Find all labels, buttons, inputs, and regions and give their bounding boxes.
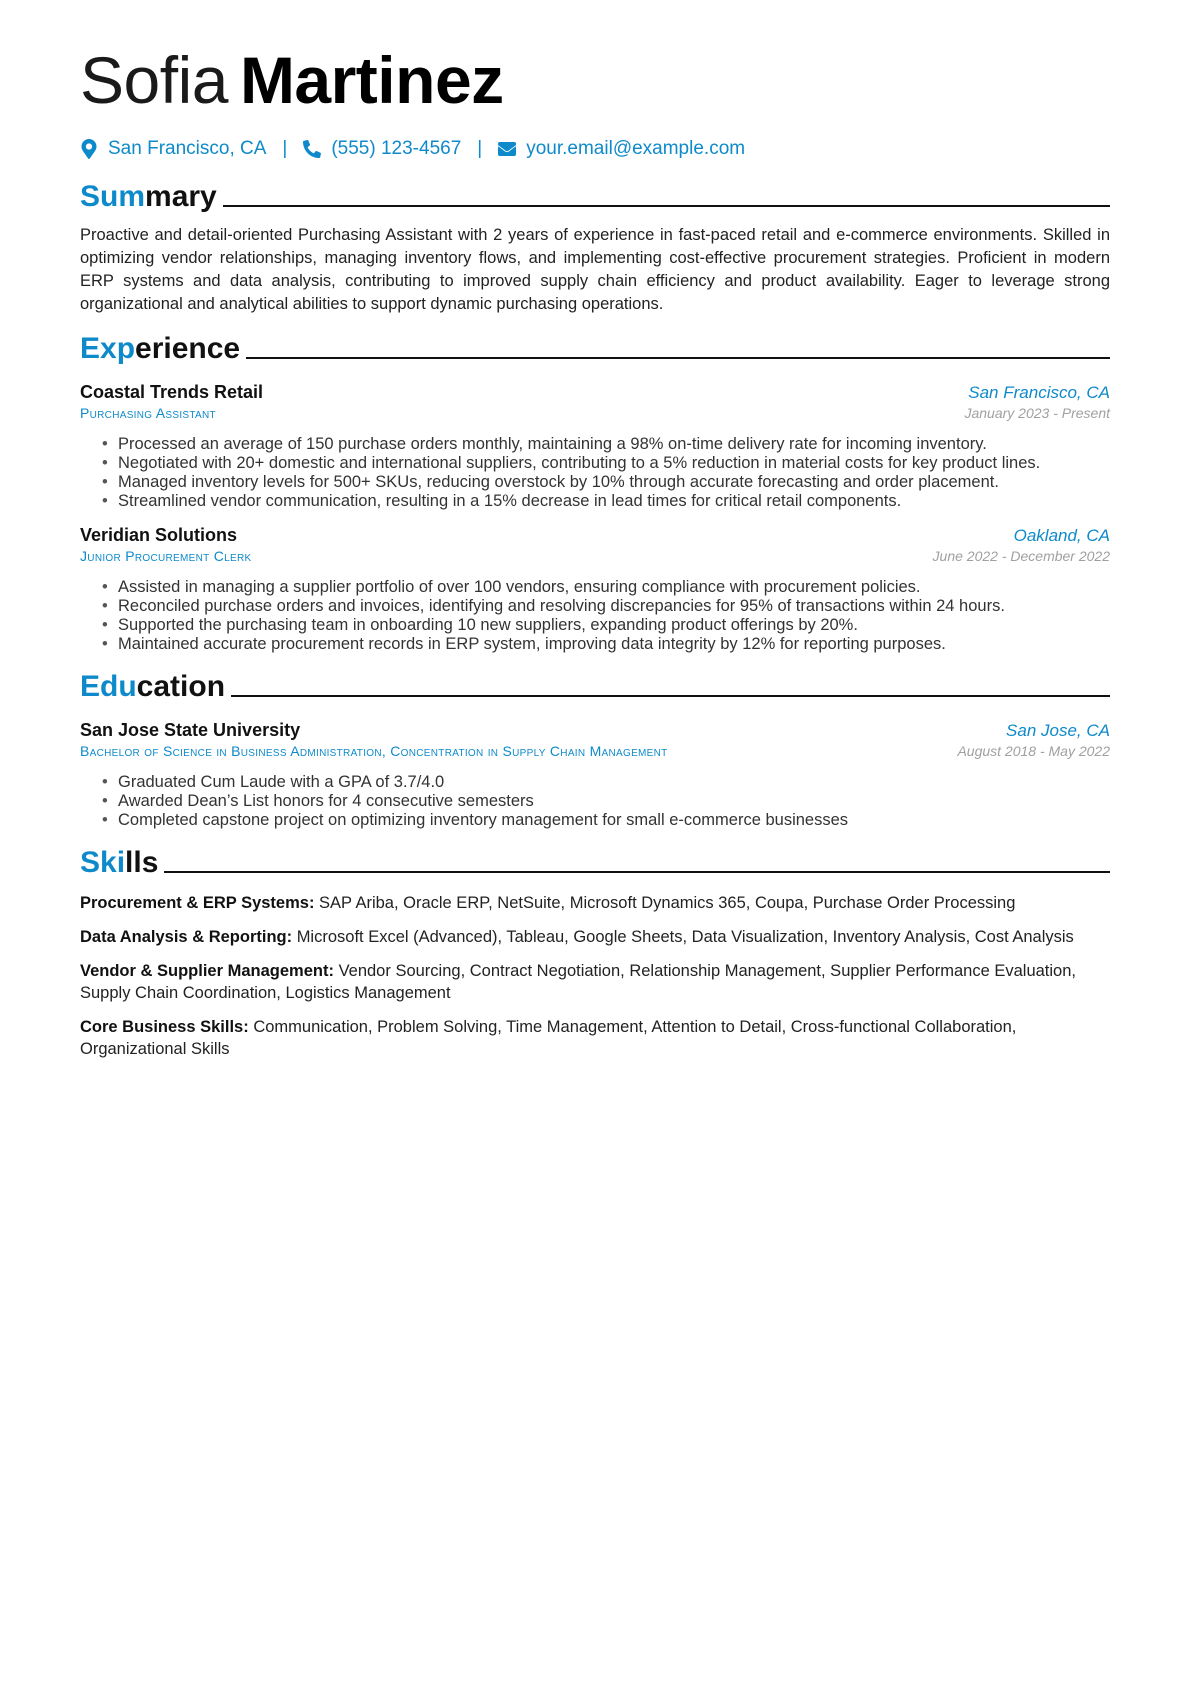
bullet-item: • Streamlined vendor communication, resulting in a 15% decrease in lead times for critical retail components. (102, 492, 1110, 511)
job-title: Junior Procurement Clerk (80, 548, 252, 564)
email-link[interactable]: your.email@example.com (526, 138, 746, 159)
experience-heading-accent: Exp (80, 332, 136, 365)
education-heading-accent: Edu (80, 670, 137, 703)
first-name: Sofia (80, 43, 228, 117)
skills-heading-accent: Ski (80, 846, 126, 879)
experience-heading (80, 330, 1110, 368)
skill-group (80, 1016, 1110, 1060)
bullet-item: • Completed capstone project on optimizing inventory management for small e-commerce businesses (102, 811, 1110, 830)
bullet-item: • Negotiated with 20+ domestic and international suppliers, contributing to a 5% reduction in material costs for key product lines. (102, 454, 1110, 473)
skills-heading-rest: lls (125, 846, 159, 879)
contact-separator: | (477, 138, 483, 159)
job-dates: January 2023 - Present (964, 405, 1110, 421)
section-divider (231, 695, 1110, 697)
job-bullets (80, 435, 1110, 511)
location-text: San Francisco, CA (108, 138, 267, 159)
education-heading-rest: cation (136, 670, 226, 703)
contact-bar (80, 134, 1110, 164)
bullet-item: • Managed inventory levels for 500+ SKUs, reducing overstock by 10% through accurate forecasting and order placement. (102, 473, 1110, 492)
degree-title: Bachelor of Science in Business Administration, Concentration in Supply Chain Management (80, 743, 668, 759)
skills-list (80, 892, 1110, 1060)
education-entry (80, 720, 1110, 830)
bullet-item: • Awarded Dean’s List honors for 4 consecutive semesters (102, 792, 1110, 811)
skill-group-label: Core Business Skills: (80, 1018, 249, 1036)
section-divider (164, 871, 1110, 873)
section-divider (246, 357, 1110, 359)
skills-heading (80, 844, 1110, 882)
summary-heading-rest: mary (145, 180, 217, 213)
skill-group (80, 892, 1110, 914)
skill-group-label: Data Analysis & Reporting: (80, 928, 293, 946)
contact-email[interactable] (498, 138, 745, 160)
summary-heading (80, 178, 1110, 216)
skill-group-items: Microsoft Excel (Advanced), Tableau, Google Sheets, Data Visualization, Inventory Analysis, Cost Analysis (296, 928, 1074, 946)
contact-phone[interactable] (303, 138, 461, 160)
contact-location (80, 138, 266, 160)
bullet-item: • Assisted in managing a supplier portfolio of over 100 vendors, ensuring compliance with procurement policies. (102, 578, 1110, 597)
job-title: Purchasing Assistant (80, 405, 216, 421)
skill-group-items: Communication, Problem Solving, Time Management, Attention to Detail, Cross-functional Collaboration, Organizational Skills (80, 1018, 1017, 1058)
bullet-item: • Graduated Cum Laude with a GPA of 3.7/4.0 (102, 773, 1110, 792)
candidate-name (80, 0, 1110, 122)
bullet-item: • Processed an average of 150 purchase orders monthly, maintaining a 98% on-time delivery rate for incoming inventory. (102, 435, 1110, 454)
school-location: San Jose, CA (1006, 721, 1110, 740)
summary-heading-accent: Sum (80, 180, 146, 213)
skill-group (80, 926, 1110, 948)
education-heading (80, 668, 1110, 706)
job-location: San Francisco, CA (968, 383, 1110, 402)
school-name: San Jose State University (80, 720, 301, 740)
experience-heading-rest: erience (135, 332, 241, 365)
company-name: Coastal Trends Retail (80, 382, 264, 402)
job-entry (80, 525, 1110, 654)
skill-group (80, 960, 1110, 1004)
education-dates: August 2018 - May 2022 (957, 743, 1110, 759)
job-dates: June 2022 - December 2022 (932, 548, 1110, 564)
job-location: Oakland, CA (1013, 526, 1110, 545)
phone-text[interactable]: (555) 123-4567 (331, 138, 462, 159)
skill-group-label: Vendor & Supplier Management: (80, 962, 334, 980)
phone-icon (303, 139, 321, 159)
contact-separator: | (282, 138, 288, 159)
section-divider (223, 205, 1110, 207)
skill-group-items: Vendor Sourcing, Contract Negotiation, Relationship Management, Supplier Performance Evaluation, Supply Chain Coordination, Logistics Management (80, 962, 1076, 1002)
job-entry (80, 382, 1110, 511)
bullet-item: • Maintained accurate procurement records in ERP system, improving data integrity by 12% for reporting purposes. (102, 635, 1110, 654)
envelope-icon (498, 139, 516, 159)
job-bullets (80, 578, 1110, 654)
company-name: Veridian Solutions (80, 525, 238, 545)
summary-text: Proactive and detail-oriented Purchasing Assistant with 2 years of experience in fast-paced retail and e-commerce environments. Skilled in optimizing vendor relationships, managing inventory flows, and implementing cost-effective procurement strategies. Proficient in modern ERP systems and data analysis, contributing to improved supply chain efficiency and product availability. Eager to leverage strong organizational and analytical abilities to support dynamic purchasing operations. (80, 226, 1110, 313)
last-name: Martinez (239, 43, 504, 117)
bullet-item: • Supported the purchasing team in onboarding 10 new suppliers, expanding product offerings by 20%. (102, 616, 1110, 635)
map-pin-icon (80, 139, 98, 159)
skill-group-items: SAP Ariba, Oracle ERP, NetSuite, Microsoft Dynamics 365, Coupa, Purchase Order Processing (319, 894, 1016, 912)
bullet-item: • Reconciled purchase orders and invoices, identifying and resolving discrepancies for 95% of transactions within 24 hours. (102, 597, 1110, 616)
education-bullets (80, 773, 1110, 830)
skill-group-label: Procurement & ERP Systems: (80, 894, 315, 912)
